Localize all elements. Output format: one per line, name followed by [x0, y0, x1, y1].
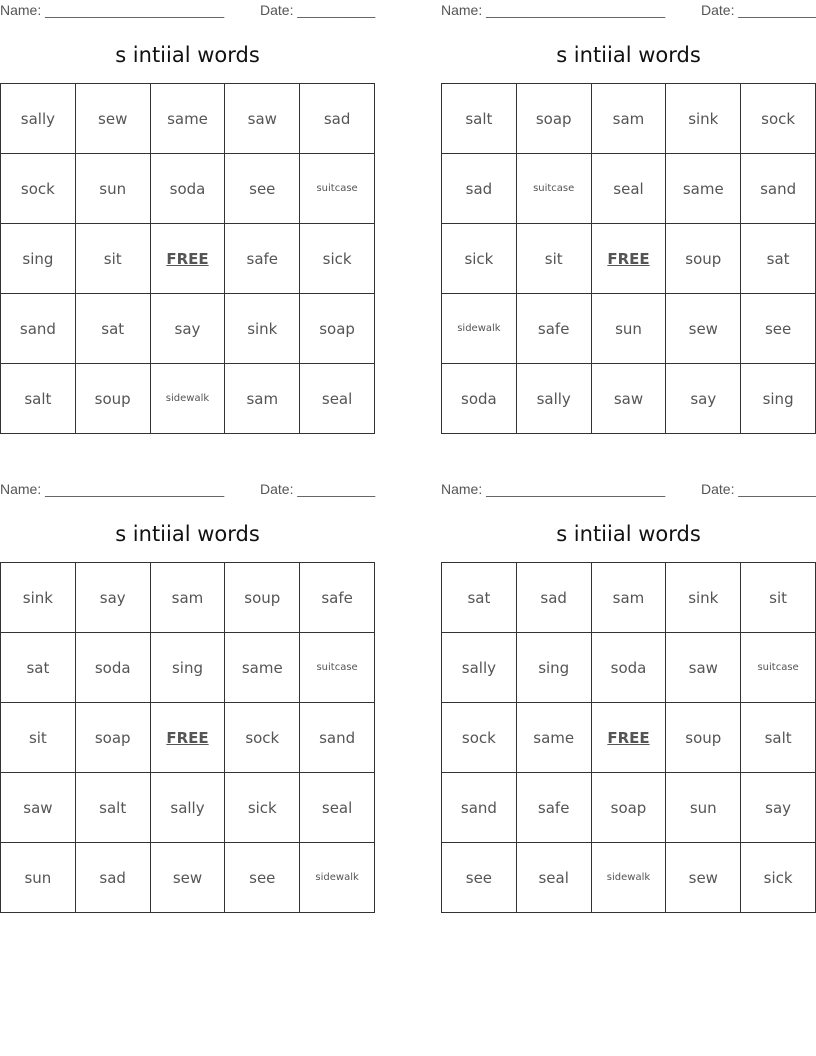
- bingo-cell: sew: [151, 843, 226, 913]
- bingo-cell: same: [225, 633, 300, 703]
- bingo-cell: sand: [1, 294, 76, 364]
- bingo-cell: safe: [225, 224, 300, 294]
- bingo-cell: saw: [666, 633, 741, 703]
- bingo-cell: safe: [517, 773, 592, 843]
- bingo-cell: sand: [442, 773, 517, 843]
- bingo-cell: sad: [300, 84, 375, 154]
- bingo-cell: soup: [666, 224, 741, 294]
- bingo-cell: salt: [1, 364, 76, 434]
- free-space-cell: FREE: [592, 224, 667, 294]
- bingo-cell: sad: [442, 154, 517, 224]
- bingo-cell: sit: [741, 563, 816, 633]
- bingo-cell: soup: [76, 364, 151, 434]
- bingo-cell: sand: [300, 703, 375, 773]
- bingo-cell: same: [517, 703, 592, 773]
- bingo-cell: sing: [741, 364, 816, 434]
- bingo-cell: see: [225, 843, 300, 913]
- bingo-cell: say: [76, 563, 151, 633]
- card-title: s intiial words: [115, 43, 260, 67]
- bingo-cell: seal: [300, 364, 375, 434]
- bingo-cell: sally: [517, 364, 592, 434]
- bingo-card: [441, 479, 816, 914]
- bingo-cell: soda: [151, 154, 226, 224]
- card-title: s intiial words: [556, 522, 701, 546]
- bingo-cell: sing: [517, 633, 592, 703]
- bingo-cell: suitcase: [517, 154, 592, 224]
- bingo-cell: see: [442, 843, 517, 913]
- free-space-cell: FREE: [151, 703, 226, 773]
- bingo-cell: same: [666, 154, 741, 224]
- bingo-grid: [0, 83, 375, 434]
- bingo-cell: sam: [151, 563, 226, 633]
- bingo-cell: soap: [592, 773, 667, 843]
- bingo-cell: saw: [225, 84, 300, 154]
- bingo-cell: sat: [1, 633, 76, 703]
- date-field: Date: __________: [260, 2, 376, 18]
- bingo-cell: soap: [517, 84, 592, 154]
- bingo-cell: sat: [76, 294, 151, 364]
- bingo-cell: sew: [666, 843, 741, 913]
- bingo-cell: sat: [741, 224, 816, 294]
- bingo-cell: sidewalk: [300, 843, 375, 913]
- bingo-cell: sidewalk: [592, 843, 667, 913]
- bingo-grid: [0, 562, 375, 913]
- bingo-cell: sun: [666, 773, 741, 843]
- bingo-cell: suitcase: [741, 633, 816, 703]
- card-title: s intiial words: [115, 522, 260, 546]
- bingo-card: [0, 479, 375, 914]
- bingo-cell: sad: [76, 843, 151, 913]
- bingo-cell: sam: [225, 364, 300, 434]
- bingo-cell: sock: [442, 703, 517, 773]
- bingo-cell: sidewalk: [442, 294, 517, 364]
- bingo-cell: see: [225, 154, 300, 224]
- bingo-cell: safe: [517, 294, 592, 364]
- bingo-cell: salt: [76, 773, 151, 843]
- bingo-cell: sally: [1, 84, 76, 154]
- bingo-cell: sick: [442, 224, 517, 294]
- free-space-cell: FREE: [151, 224, 226, 294]
- bingo-cell: sing: [1, 224, 76, 294]
- name-field: Name: _______________________: [441, 481, 666, 497]
- name-field: Name: _______________________: [0, 481, 225, 497]
- bingo-cell: soup: [666, 703, 741, 773]
- bingo-cell: soda: [76, 633, 151, 703]
- bingo-cell: safe: [300, 563, 375, 633]
- bingo-cell: sink: [666, 563, 741, 633]
- bingo-cell: sick: [741, 843, 816, 913]
- name-field: Name: _______________________: [441, 2, 666, 18]
- date-field: Date: __________: [260, 481, 376, 497]
- bingo-cell: sam: [592, 563, 667, 633]
- card-title: s intiial words: [556, 43, 701, 67]
- bingo-cell: soap: [76, 703, 151, 773]
- bingo-cell: sam: [592, 84, 667, 154]
- bingo-cell: sink: [1, 563, 76, 633]
- bingo-cell: soda: [442, 364, 517, 434]
- bingo-cell: seal: [517, 843, 592, 913]
- bingo-cell: sick: [300, 224, 375, 294]
- bingo-cell: suitcase: [300, 154, 375, 224]
- bingo-cell: same: [151, 84, 226, 154]
- bingo-cell: sat: [442, 563, 517, 633]
- bingo-cell: soap: [300, 294, 375, 364]
- bingo-cell: sink: [666, 84, 741, 154]
- bingo-cell: sit: [76, 224, 151, 294]
- bingo-card: [441, 0, 816, 435]
- bingo-cell: say: [741, 773, 816, 843]
- bingo-cell: saw: [592, 364, 667, 434]
- bingo-cell: sew: [666, 294, 741, 364]
- free-space-cell: FREE: [592, 703, 667, 773]
- bingo-cell: seal: [300, 773, 375, 843]
- bingo-cell: sad: [517, 563, 592, 633]
- bingo-cell: sit: [517, 224, 592, 294]
- bingo-cell: sick: [225, 773, 300, 843]
- bingo-grid: [441, 83, 816, 434]
- bingo-cell: see: [741, 294, 816, 364]
- bingo-cell: sally: [151, 773, 226, 843]
- bingo-cell: sing: [151, 633, 226, 703]
- bingo-cell: sink: [225, 294, 300, 364]
- bingo-cell: soda: [592, 633, 667, 703]
- bingo-cell: saw: [1, 773, 76, 843]
- bingo-cell: seal: [592, 154, 667, 224]
- bingo-cell: sun: [592, 294, 667, 364]
- bingo-cell: say: [666, 364, 741, 434]
- bingo-grid: [441, 562, 816, 913]
- date-field: Date: __________: [701, 481, 816, 497]
- bingo-cell: sit: [1, 703, 76, 773]
- bingo-cell: suitcase: [300, 633, 375, 703]
- bingo-cell: sock: [225, 703, 300, 773]
- bingo-cell: salt: [442, 84, 517, 154]
- bingo-cell: sidewalk: [151, 364, 226, 434]
- bingo-cell: sock: [1, 154, 76, 224]
- date-field: Date: __________: [701, 2, 816, 18]
- bingo-cell: sand: [741, 154, 816, 224]
- bingo-cell: sew: [76, 84, 151, 154]
- bingo-cell: soup: [225, 563, 300, 633]
- bingo-cell: sock: [741, 84, 816, 154]
- bingo-cell: say: [151, 294, 226, 364]
- bingo-cell: salt: [741, 703, 816, 773]
- bingo-cell: sally: [442, 633, 517, 703]
- bingo-card: [0, 0, 375, 435]
- bingo-cell: sun: [1, 843, 76, 913]
- name-field: Name: _______________________: [0, 2, 225, 18]
- bingo-cell: sun: [76, 154, 151, 224]
